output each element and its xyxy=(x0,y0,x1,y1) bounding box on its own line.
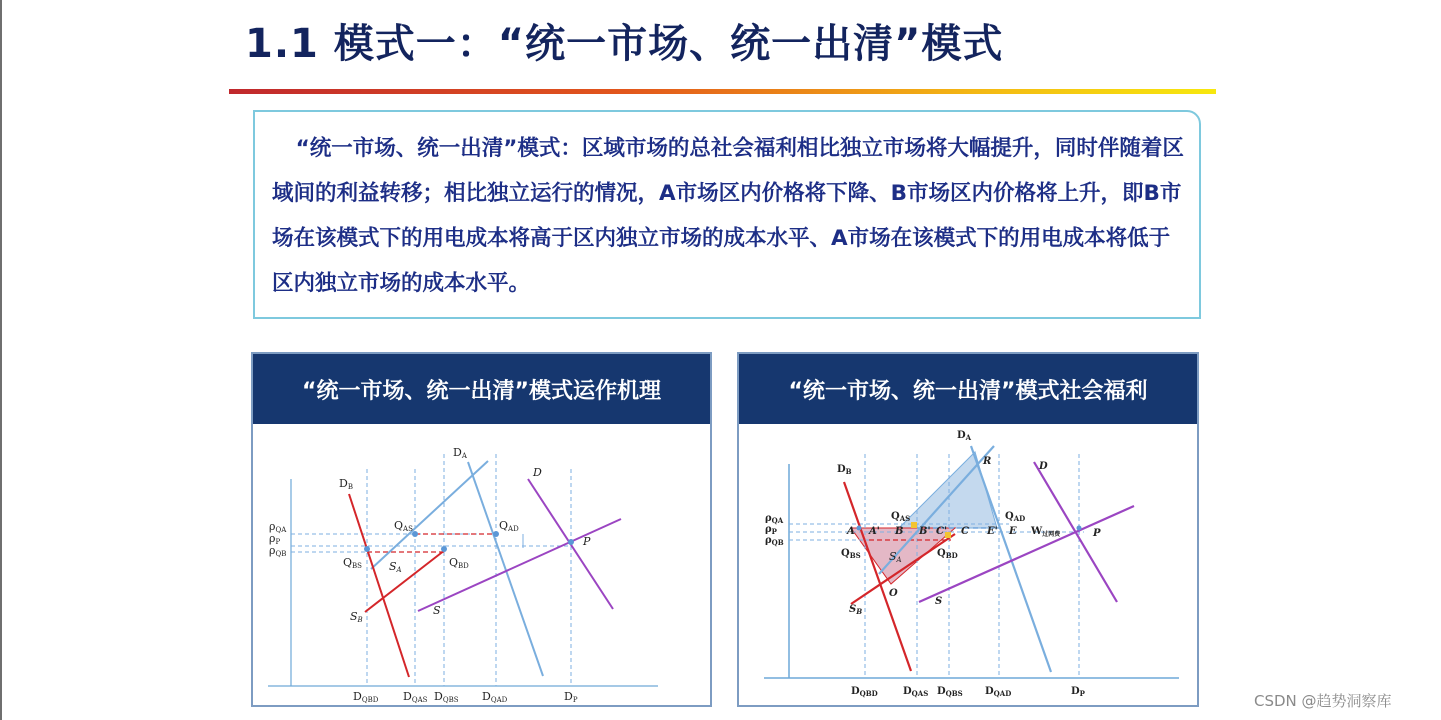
point-p xyxy=(568,539,574,545)
label-w: $W_{过网费}$ xyxy=(1031,526,1061,538)
left-diagram-panel xyxy=(251,352,712,707)
left-panel-title: “统一市场、统一出清”模式运作机理 xyxy=(253,354,710,424)
point-qas xyxy=(412,531,418,537)
label-qbs: QBS xyxy=(343,556,362,570)
label-e2: E' xyxy=(987,526,998,537)
label-db: $D_B$ xyxy=(837,464,852,476)
label-b2: B' xyxy=(919,526,931,537)
label-p: P xyxy=(583,535,591,548)
label-da: $D_A$ xyxy=(957,430,972,442)
label-da: DA xyxy=(453,446,467,460)
label-qbd: QBD xyxy=(449,556,469,570)
xlabel-qas: DQAS xyxy=(403,690,428,704)
label-p: P xyxy=(1093,528,1101,539)
slide-title: 1.1 模式一：“统一市场、统一出清”模式 xyxy=(245,21,1004,67)
label-b: B xyxy=(895,526,904,537)
right-panel-title: “统一市场、统一出清”模式社会福利 xyxy=(739,354,1197,424)
label-qas: $Q_{AS}$ xyxy=(891,511,911,523)
right-welfare-diagram xyxy=(739,424,1199,707)
xlabel-qbs: $D_{QBS}$ xyxy=(937,686,963,698)
point-a xyxy=(857,526,862,531)
xlabel-p: DP xyxy=(564,690,578,704)
label-qbs: $Q_{BS}$ xyxy=(841,548,861,560)
label-s: S xyxy=(433,604,441,617)
label-pqb: $\rho_{QB}$ xyxy=(765,535,784,547)
marker-b2 xyxy=(911,522,917,528)
label-qad: QAD xyxy=(499,519,519,533)
label-pp: ρP xyxy=(269,532,281,546)
label-d: D xyxy=(533,466,542,479)
label-qbd: $Q_{BD}$ xyxy=(937,548,958,560)
summary-box xyxy=(253,110,1201,319)
right-diagram-panel xyxy=(737,352,1199,707)
xlabel-qad: $D_{QAD}$ xyxy=(985,686,1012,698)
label-pp: $\rho_P$ xyxy=(765,524,777,536)
point-qbd xyxy=(441,546,447,552)
label-sb: $S_B$ xyxy=(849,604,863,616)
summary-text: “统一市场、统一出清”模式：区域市场的总社会福利相比独立市场将大幅提升，同时伴随着区域间的利益转移；相比独立运行的情况，A市场区内价格将下降、B市场区内价格将上升，即B市场在该模式下的用电成本将高于区内独立市场的成本水平、A市场在该模式下的用电成本将低于区内独立市场的成本水平。 xyxy=(272,136,1184,296)
xlabel-qbd: $D_{QBD}$ xyxy=(851,686,878,698)
demand-curve-da xyxy=(971,446,1051,672)
point-qbs xyxy=(364,546,370,552)
xlabel-qas: $D_{QAS}$ xyxy=(903,686,929,698)
label-e: E xyxy=(1009,526,1017,537)
label-d: D xyxy=(1039,461,1048,472)
left-supply-demand-diagram xyxy=(253,424,712,707)
supply-curve-sa xyxy=(371,461,488,569)
demand-curve-db xyxy=(844,482,911,671)
label-sa: SA xyxy=(389,560,402,574)
label-pqb: ρQB xyxy=(269,544,287,558)
label-c2: C' xyxy=(936,526,948,537)
label-db: DB xyxy=(339,477,353,491)
watermark: CSDN @趋势洞察库 xyxy=(1254,692,1392,710)
label-pqa: ρQA xyxy=(269,520,287,534)
xlabel-qbs: DQBS xyxy=(434,690,459,704)
xlabel-p: $D_P$ xyxy=(1071,686,1085,698)
label-pqa: $\rho_{QA}$ xyxy=(765,513,784,525)
label-r: R xyxy=(983,456,992,467)
label-sa: SA xyxy=(889,550,902,564)
xlabel-qbd: DQBD xyxy=(353,690,379,704)
left-edge-rule xyxy=(0,0,2,720)
label-qas: QAS xyxy=(394,519,413,533)
xlabel-qad: DQAD xyxy=(482,690,508,704)
label-s: S xyxy=(935,596,943,607)
label-qad: $Q_{AD}$ xyxy=(1005,511,1026,523)
label-sb: SB xyxy=(350,610,363,624)
label-a: A xyxy=(847,526,855,537)
point-p xyxy=(1077,526,1082,531)
title-gradient-bar xyxy=(229,89,1216,94)
label-a2: A' xyxy=(869,526,880,537)
label-c: C xyxy=(961,526,969,537)
label-o: O xyxy=(889,588,898,599)
demand-curve-da xyxy=(468,462,543,676)
